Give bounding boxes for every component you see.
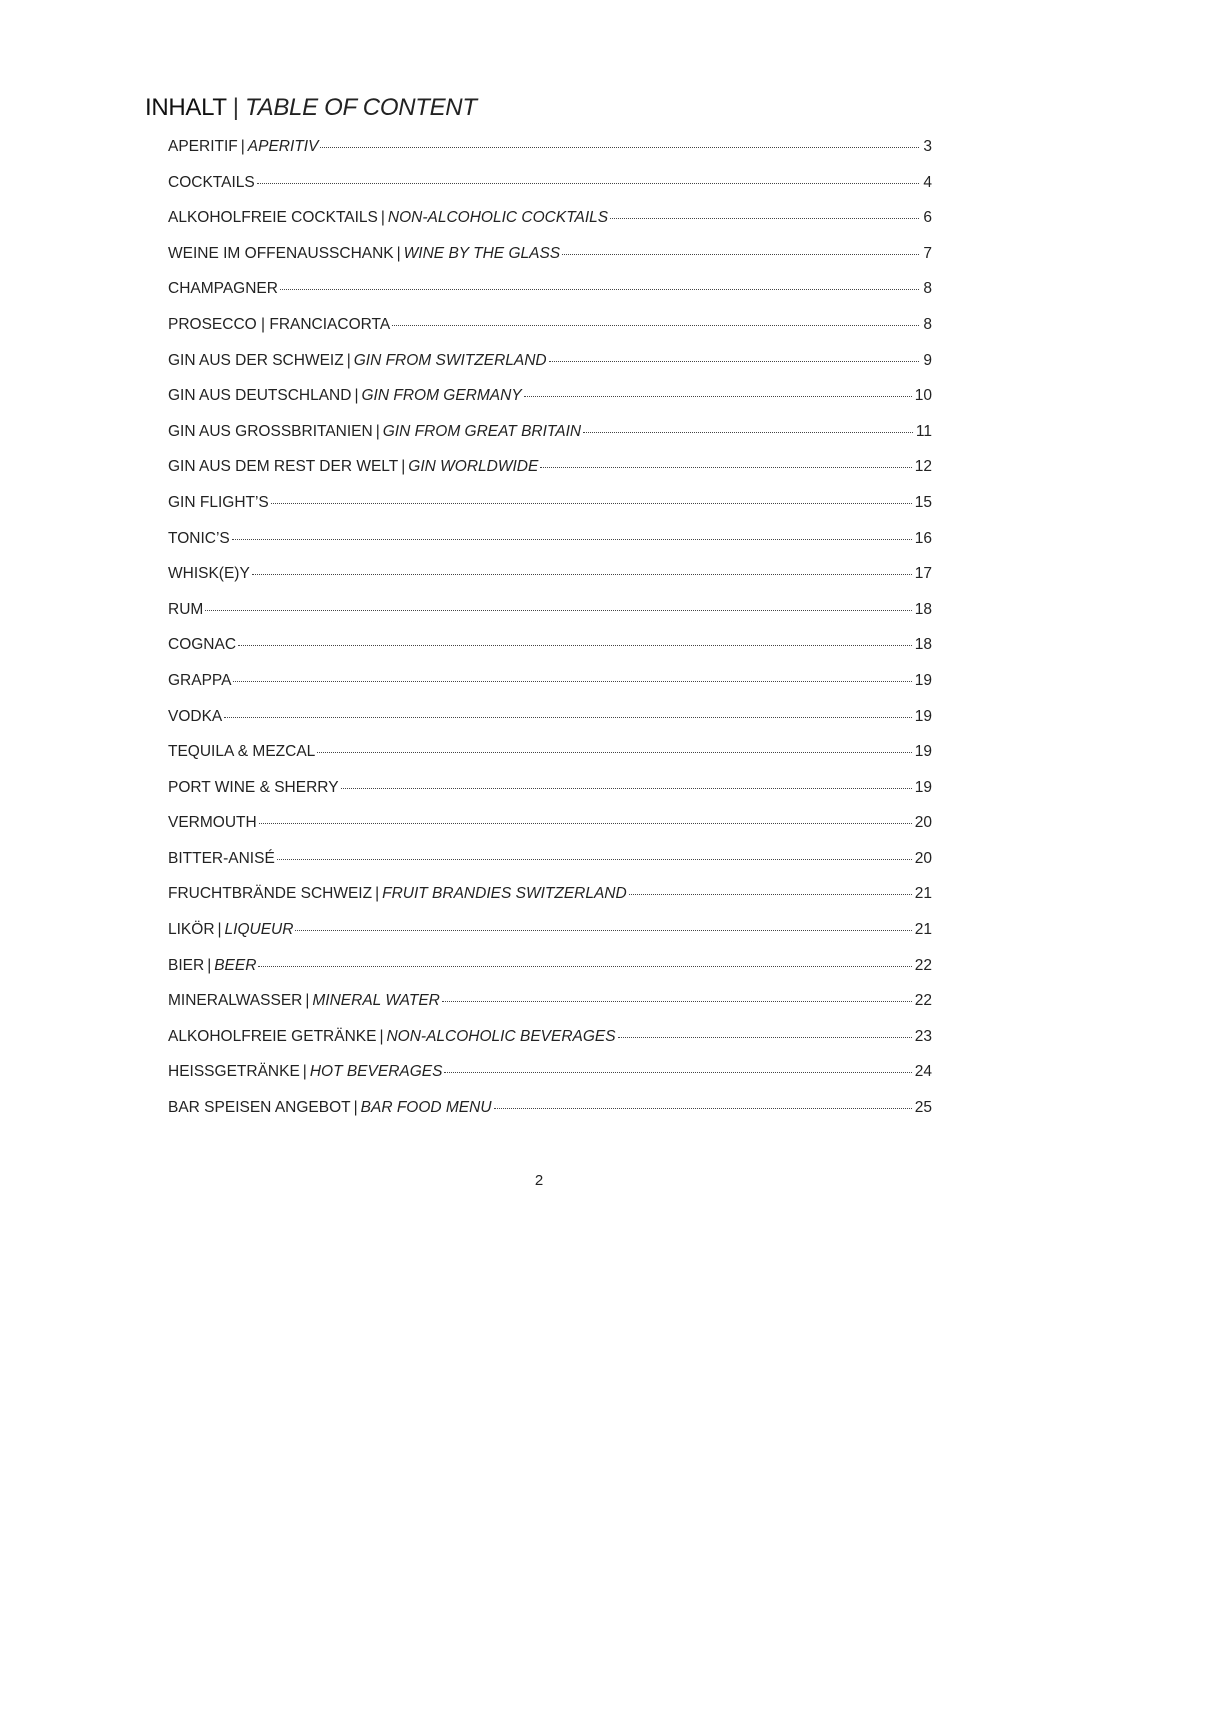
toc-entry-label bbox=[168, 564, 250, 584]
dot-leader bbox=[549, 361, 919, 362]
toc-entry-title-de: LIKÖR bbox=[168, 921, 215, 939]
toc-entry-separator: | bbox=[401, 458, 406, 476]
toc-entry-label bbox=[168, 778, 339, 798]
toc-entry-page-number: 24 bbox=[914, 1063, 932, 1081]
dot-leader bbox=[320, 147, 919, 148]
toc-entry-title-de: BIER bbox=[168, 956, 205, 974]
toc-entry[interactable] bbox=[168, 457, 932, 493]
toc-entry-title-de: ALKOHOLFREIE GETRÄNKE bbox=[168, 1027, 377, 1045]
toc-entry-title-en: NON-ALCOHOLIC COCKTAILS bbox=[387, 209, 609, 227]
toc-entry-title-de: VODKA bbox=[168, 707, 223, 725]
toc-entry-title-de: COCKTAILS bbox=[168, 173, 255, 191]
toc-entry-title-en: GIN FROM GREAT BRITAIN bbox=[382, 422, 582, 440]
toc-entry-title-de: COGNAC bbox=[168, 636, 237, 654]
toc-entry-separator: | bbox=[240, 138, 245, 155]
toc-entry-title-de: TEQUILA & MEZCAL bbox=[168, 743, 316, 761]
toc-entry-title-de: GIN AUS GROSSBRITANIEN bbox=[168, 422, 373, 440]
toc-entry-page-number: 21 bbox=[914, 921, 932, 939]
toc-entry[interactable] bbox=[168, 1062, 932, 1098]
toc-entry-title-de: MINERALWASSER bbox=[168, 992, 303, 1010]
toc-entry-page-number: 17 bbox=[914, 565, 932, 583]
toc-entry-page-number: 20 bbox=[914, 814, 932, 832]
toc-entry-title-de: PORT WINE & SHERRY bbox=[168, 778, 339, 796]
toc-entry-title-en: GIN FROM GERMANY bbox=[361, 387, 522, 405]
toc-entry[interactable] bbox=[168, 991, 932, 1027]
toc-entry-separator: | bbox=[346, 351, 351, 369]
toc-list bbox=[168, 137, 932, 1134]
toc-entry-separator: | bbox=[353, 1099, 358, 1117]
toc-entry-page-number: 11 bbox=[915, 422, 932, 440]
toc-entry[interactable] bbox=[168, 671, 932, 707]
toc-entry-title-de: CHAMPAGNER bbox=[168, 280, 278, 298]
toc-entry-page-number: 19 bbox=[914, 707, 932, 725]
dot-leader bbox=[224, 717, 911, 718]
toc-entry[interactable] bbox=[168, 600, 932, 636]
dot-leader bbox=[610, 218, 919, 219]
toc-entry-title-de: FRUCHTBRÄNDE SCHWEIZ bbox=[168, 885, 373, 903]
toc-entry[interactable] bbox=[168, 386, 932, 422]
toc-entry[interactable] bbox=[168, 315, 932, 351]
toc-entry-label bbox=[168, 279, 278, 299]
toc-entry-label bbox=[168, 884, 627, 904]
toc-entry-label bbox=[168, 813, 257, 833]
toc-entry-label bbox=[168, 671, 231, 691]
toc-entry-label bbox=[168, 1062, 442, 1082]
toc-entry-title-de: GIN AUS DEUTSCHLAND bbox=[168, 387, 352, 405]
dot-leader bbox=[494, 1108, 912, 1109]
toc-entry[interactable] bbox=[168, 635, 932, 671]
toc-entry-label bbox=[168, 991, 440, 1011]
toc-entry-page-number: 22 bbox=[914, 956, 932, 974]
toc-entry-title-en: WINE BY THE GLASS bbox=[403, 244, 561, 262]
toc-entry-title-de: RUM bbox=[168, 600, 204, 618]
toc-entry-title-en: BAR FOOD MENU bbox=[360, 1099, 492, 1117]
dot-leader bbox=[271, 503, 912, 504]
toc-entry[interactable] bbox=[168, 956, 932, 992]
toc-entry-page-number: 6 bbox=[923, 209, 932, 227]
toc-entry-page-number: 23 bbox=[914, 1027, 932, 1045]
page-number: 2 bbox=[534, 1172, 544, 1189]
toc-entry-title-en: MINERAL WATER bbox=[312, 992, 440, 1010]
toc-entry[interactable] bbox=[168, 137, 932, 173]
toc-entry[interactable] bbox=[168, 884, 932, 920]
toc-entry[interactable] bbox=[168, 1098, 932, 1134]
toc-entry-page-number: 8 bbox=[923, 280, 932, 298]
toc-entry-separator: | bbox=[207, 956, 212, 974]
toc-entry-separator: | bbox=[305, 992, 310, 1010]
dot-leader bbox=[392, 325, 919, 326]
toc-entry-label bbox=[168, 1027, 616, 1047]
toc-entry[interactable] bbox=[168, 422, 932, 458]
toc-entry[interactable] bbox=[168, 707, 932, 743]
dot-leader bbox=[280, 289, 919, 290]
toc-entry-page-number: 3 bbox=[923, 138, 932, 155]
toc-entry-title-de: ALKOHOLFREIE COCKTAILS bbox=[168, 209, 378, 227]
toc-entry-label bbox=[168, 493, 269, 513]
toc-entry-title-en: LIQUEUR bbox=[224, 921, 294, 939]
dot-leader bbox=[341, 788, 912, 789]
toc-entry-page-number: 18 bbox=[914, 636, 932, 654]
toc-entry-label bbox=[168, 457, 538, 477]
toc-entry[interactable] bbox=[168, 279, 932, 315]
toc-entry-title-de: VERMOUTH bbox=[168, 814, 257, 832]
dot-leader bbox=[233, 681, 911, 682]
toc-entry[interactable] bbox=[168, 742, 932, 778]
dot-leader bbox=[442, 1001, 912, 1002]
toc-entry-title-de: TONIC’S bbox=[168, 529, 230, 547]
toc-entry-page-number: 10 bbox=[914, 387, 932, 405]
toc-entry[interactable] bbox=[168, 351, 932, 387]
toc-entry-page-number: 22 bbox=[914, 992, 932, 1010]
toc-entry-page-number: 19 bbox=[914, 671, 932, 689]
toc-entry-page-number: 21 bbox=[914, 885, 932, 903]
dot-leader bbox=[583, 432, 913, 433]
toc-entry-label bbox=[168, 173, 255, 193]
toc-entry[interactable] bbox=[168, 208, 932, 244]
dot-leader bbox=[562, 254, 919, 255]
toc-entry-page-number: 19 bbox=[914, 778, 932, 796]
toc-entry-page-number: 12 bbox=[914, 458, 932, 476]
toc-entry-title-en: APERITIV bbox=[247, 138, 319, 155]
dot-leader bbox=[524, 396, 912, 397]
toc-entry-title-en: BEER bbox=[214, 956, 257, 974]
toc-entry[interactable] bbox=[168, 920, 932, 956]
toc-entry-page-number: 4 bbox=[923, 173, 932, 191]
dot-leader bbox=[618, 1037, 912, 1038]
dot-leader bbox=[629, 894, 912, 895]
toc-entry-label bbox=[168, 707, 222, 727]
toc-entry-title-en: GIN FROM SWITZERLAND bbox=[353, 351, 547, 369]
toc-entry[interactable] bbox=[168, 564, 932, 600]
toc-entry-label bbox=[168, 529, 230, 549]
toc-entry[interactable] bbox=[168, 849, 932, 885]
dot-leader bbox=[205, 610, 911, 611]
toc-entry-label bbox=[168, 635, 236, 655]
toc-title-de: INHALT bbox=[145, 94, 227, 121]
toc-entry-title-de: BAR SPEISEN ANGEBOT bbox=[168, 1099, 351, 1117]
toc-entry-page-number: 15 bbox=[914, 493, 932, 511]
toc-entry-separator: | bbox=[375, 422, 380, 440]
toc-entry-label bbox=[168, 208, 608, 228]
toc-entry-label bbox=[168, 244, 560, 264]
toc-title-separator: | bbox=[232, 94, 239, 121]
toc-entry-title-en: HOT BEVERAGES bbox=[309, 1063, 443, 1081]
toc-entry-title-de: APERITIF bbox=[168, 138, 238, 155]
toc-entry-label bbox=[168, 1098, 492, 1118]
dot-leader bbox=[317, 752, 911, 753]
toc-entry-separator: | bbox=[375, 885, 380, 903]
toc-title-en: TABLE OF CONTENT bbox=[245, 94, 477, 121]
toc-entry-separator: | bbox=[379, 1027, 384, 1045]
toc-entry-title-de: GIN AUS DEM REST DER WELT bbox=[168, 458, 399, 476]
toc-entry-page-number: 9 bbox=[923, 351, 932, 369]
toc-entry[interactable] bbox=[168, 778, 932, 814]
toc-entry-label bbox=[168, 742, 315, 762]
toc-entry-page-number: 25 bbox=[914, 1099, 932, 1117]
toc-entry-title-de: BITTER-ANISÉ bbox=[168, 849, 275, 867]
toc-entry[interactable] bbox=[168, 493, 932, 529]
toc-entry-separator: | bbox=[380, 209, 385, 227]
toc-entry-title-de: GRAPPA bbox=[168, 671, 232, 689]
dot-leader bbox=[257, 183, 919, 184]
dot-leader bbox=[540, 467, 911, 468]
dot-leader bbox=[258, 966, 911, 967]
toc-entry-separator: | bbox=[354, 387, 359, 405]
toc-entry-separator: | bbox=[396, 244, 401, 262]
toc-entry-title-de: HEISSGETRÄNKE bbox=[168, 1063, 300, 1081]
toc-entry-label bbox=[168, 600, 203, 620]
toc-entry-label bbox=[168, 422, 581, 442]
toc-title bbox=[145, 93, 477, 123]
toc-entry-page-number: 18 bbox=[914, 600, 932, 618]
toc-entry-title-de: GIN FLIGHT’S bbox=[168, 493, 269, 511]
toc-entry-label bbox=[168, 956, 256, 976]
toc-entry[interactable] bbox=[168, 529, 932, 565]
toc-entry-label bbox=[168, 386, 522, 406]
toc-entry[interactable] bbox=[168, 1027, 932, 1063]
toc-entry-label bbox=[168, 315, 390, 335]
toc-entry-label bbox=[168, 920, 293, 940]
toc-entry[interactable] bbox=[168, 173, 932, 209]
dot-leader bbox=[238, 645, 912, 646]
toc-entry-separator: | bbox=[217, 921, 222, 939]
toc-entry-title-en: FRUIT BRANDIES SWITZERLAND bbox=[382, 885, 627, 903]
toc-entry[interactable] bbox=[168, 813, 932, 849]
toc-entry-label bbox=[168, 137, 318, 157]
dot-leader bbox=[252, 574, 912, 575]
toc-entry-title-de: PROSECCO | FRANCIACORTA bbox=[168, 315, 391, 333]
toc-entry-title-en: NON-ALCOHOLIC BEVERAGES bbox=[386, 1027, 616, 1045]
toc-entry-title-de: GIN AUS DER SCHWEIZ bbox=[168, 351, 344, 369]
toc-entry-page-number: 19 bbox=[914, 743, 932, 761]
dot-leader bbox=[444, 1072, 911, 1073]
toc-entry-title-en: GIN WORLDWIDE bbox=[408, 458, 539, 476]
dot-leader bbox=[259, 823, 912, 824]
toc-entry-separator: | bbox=[302, 1063, 307, 1081]
toc-entry-title-de: WEINE IM OFFENAUSSCHANK bbox=[168, 244, 394, 262]
dot-leader bbox=[277, 859, 912, 860]
toc-entry-page-number: 8 bbox=[923, 315, 932, 333]
dot-leader bbox=[232, 539, 912, 540]
toc-entry[interactable] bbox=[168, 244, 932, 280]
toc-entry-title-de: WHISK(E)Y bbox=[168, 565, 250, 583]
dot-leader bbox=[295, 930, 911, 931]
toc-entry-label bbox=[168, 351, 547, 371]
toc-entry-page-number: 20 bbox=[914, 849, 932, 867]
toc-entry-page-number: 16 bbox=[914, 529, 932, 547]
toc-entry-page-number: 7 bbox=[923, 244, 932, 262]
toc-entry-label bbox=[168, 849, 275, 869]
